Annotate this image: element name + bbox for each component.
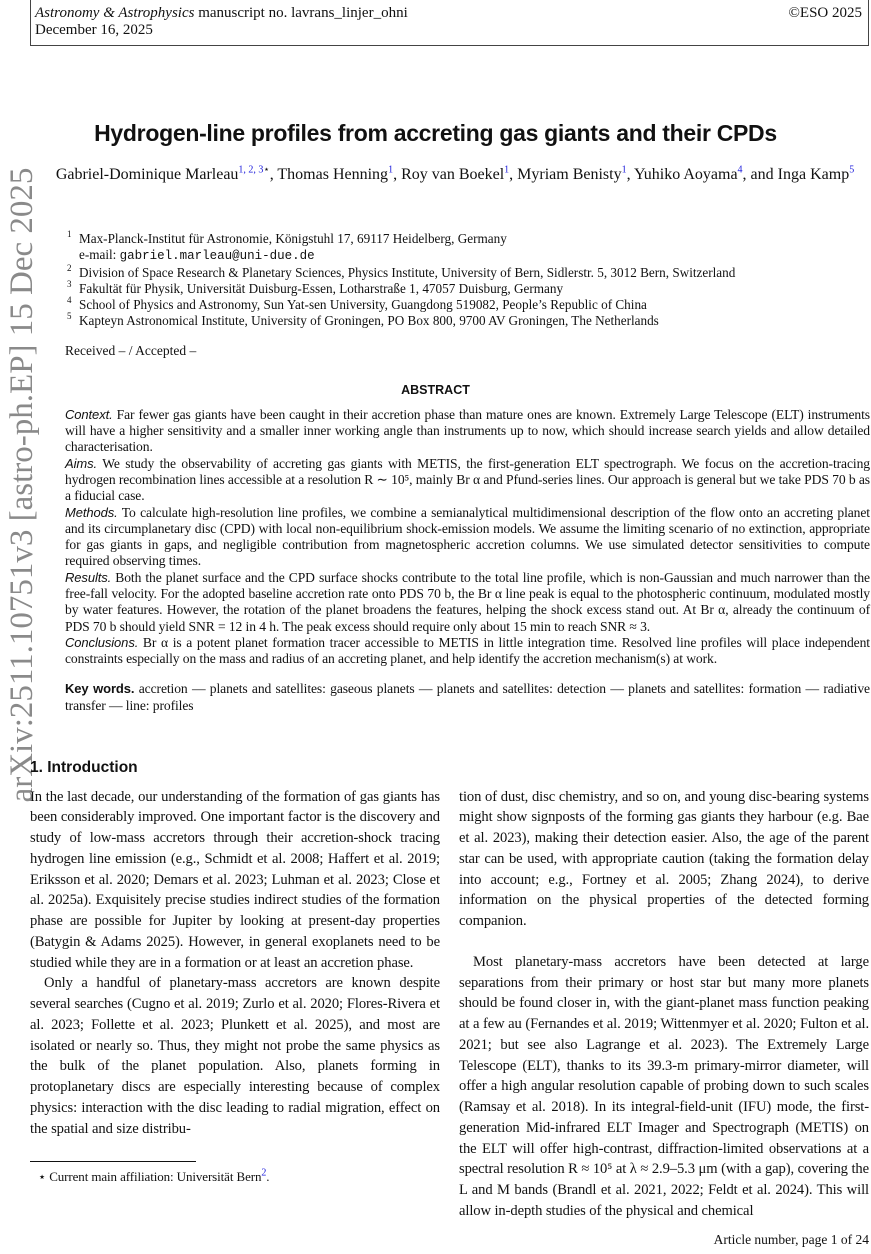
page-footer: Article number, page 1 of 24 — [713, 1231, 869, 1247]
and-word: , and — [742, 166, 774, 183]
journal-name: Astronomy & Astrophysics — [35, 5, 195, 21]
author-affiliation-link[interactable]: 1 — [388, 164, 394, 176]
paragraph: Most planetary-mass accretors have been detected at large separations from their primary or host star but many more planets should be found closer in, with the giant-planet mass function peaking at a few au (Fernandes et al. 2019; Wittenmyer et al. 2020; Fulton et al. 2021; but see also Lagrange et al. 2023). The Extremely Large Telescope (ELT), thanks to its 39.3-m primary-mirror diameter, will offer a high angular resolution capable of probing down to such scales (Ramsay et al. 2018). In its integral-field-unit (IFU) mode, the first-generation Mid-infrared ELT Imager and Spectrograph (METIS) on the ELT will offer high-contrast, diffraction-limited observations at a spectral resolution R ≈ 10⁵ at λ ≈ 2.9–5.3 μm (with a gap), covering the L and M bands (Brandl et al. 2021, 2022; Feldt et al. 2024). This will allow in-depth studies of the physical and chemical — [459, 953, 869, 1219]
author-list: Gabriel-Dominique Marleau$^{1, 2, 3⋆}$, Thomas Henning$^1$, Roy van Boekel$^1$, Myriam Benisty$^1$, Yuhiko Aoyama$^4$, and Inga Kamp$^5$ — [55, 164, 855, 183]
page-body-flow — [0, 231, 871, 1254]
abstract-heading: ABSTRACT — [401, 382, 470, 397]
section-heading-introduction: 1. Introduction — [30, 758, 138, 776]
paragraph: Only a handful of planetary-mass accretors are known despite several searches (Cugno et al. 2019; Zurlo et al. 2020; Flores-Rivera et al. 2023; Follette et al. 2023; Plunkett et al. 2025), and most are isolated or nearly so. Thus, they might not probe the same physics as the bulk of the planet population. Also, planets forming in protoplanetary discs are especially interesting because of complex physics: interaction with the disc leading to radial migration, effect on the spatial and size distribu- — [30, 975, 440, 1137]
author: Yuhiko Aoyama — [634, 166, 738, 183]
affiliation: 3 Fakultät für Physik, Universität Duisburg-Essen, Lotharstraße 1, 47057 Duisburg, Germany — [67, 278, 564, 296]
author-affiliation-link[interactable]: 1 — [504, 164, 510, 176]
affiliations — [65, 231, 865, 330]
affiliation: 4 School of Physics and Astronomy, Sun Yat-sen University, Guangdong 519082, People’s Republic of China — [67, 295, 647, 313]
footnote-divider — [30, 1161, 196, 1162]
paragraph: tion of dust, disc chemistry, and so on, and young disc-bearing systems might show signposts of the forming gas giants they harbour (e.g. Bae et al. 2023), making their detection easier. Also, the age of the parent star can be used, with appropriate caution (taking the formation delay into account; e.g., Fortney et al. 2005; Zhang 2024), to derive information on the physical properties of the detected forming companion. — [459, 788, 869, 930]
author-affiliation-link[interactable]: 1, 2, 3 — [238, 164, 264, 176]
abstract-context: Context. Far fewer gas giants have been caught in their accretion phase than mature ones are known. Extremely Large Telescope (ELT) instruments will have a higher sensitivity and a smaller inner working angle than instruments up to now, which should increase search yields and allow detailed characterisation. — [65, 406, 870, 455]
footnote: ⋆ Current main affiliation: Universität Bern$^2$. — [38, 1167, 270, 1185]
author: Roy van Boekel — [401, 166, 505, 183]
received-accepted: Received – / Accepted – — [65, 342, 197, 358]
author-affiliation-link[interactable]: 5 — [849, 164, 855, 176]
affiliation: 2 Division of Space Research & Planetary Sciences, Physics Institute, University of Bern, Sidlerstr. 5, 3012 Bern, Switzerland — [67, 262, 736, 280]
keywords: Key words. accretion — planets and satellites: gaseous planets — planets and satellites: detection — planets and satellites: formation — radiative transfer — line: profiles — [65, 680, 870, 713]
abstract-aims: Aims. We study the observability of accreting gas giants with METIS, the first-generation ELT spectrograph. We focus on the accretion-tracing hydrogen recombination lines accessible at a resolution R ∼ 10⁵, mainly Br α and Pfund-series lines. Our approach is general but we take PDS 70 b as a fiducial case. — [65, 455, 870, 504]
author: Inga Kamp — [777, 166, 850, 183]
left-column — [30, 787, 440, 1186]
abstract-results: Results. Both the planet surface and the CPD surface shocks contribute to the total line profile, which is non-Gaussian and much narrower than the free-fall velocity. For the adopted baseline accretion rate onto PDS 70 b, the Br α line peak is equal to the photospheric continuum, modulated mostly by water features. However, the rotation of the planet broadens the features, helping the shock excess stand out. At Br α, already the continuum of PDS 70 b should yield SNR = 12 in 4 h. The peak excess should require only about 15 min to reach SNR ≈ 3. — [65, 569, 870, 634]
running-header — [30, 0, 869, 46]
author-affiliation-link[interactable]: 1 — [621, 164, 627, 176]
right-column — [459, 787, 869, 1222]
author: Myriam Benisty — [517, 166, 622, 183]
arxiv-sidebar-stamp: arXiv:2511.10751v3 [astro-ph.EP] 15 Dec 2025 — [4, 167, 40, 803]
author-affiliation-link[interactable]: 4 — [737, 164, 743, 176]
email-link[interactable]: gabriel.marleau@uni-due.de — [119, 249, 315, 264]
abstract-methods: Methods. To calculate high-resolution line profiles, we combine a semianalytical multidimensional description of the flow onto an accreting planet and its circumplanetary disc (CPD) with local non-equilibrium shock-emission models. We assume the limiting scenario of no extinction, appropriate for gas giants in gaps, and negligible contribution from magnetospheric accretion columns. We use simulated detector sensitivities to compute required observing times. — [65, 504, 870, 569]
two-column-body — [30, 787, 870, 1222]
copyright: ©ESO 2025 — [788, 5, 862, 21]
affiliation: 5 Kapteyn Astronomical Institute, University of Groningen, PO Box 800, 9700 AV Groningen, The Netherlands — [67, 311, 659, 329]
email-line: e-mail: gabriel.marleau@uni-due.de — [79, 247, 315, 264]
author: Thomas Henning — [277, 166, 389, 183]
abstract-conclusions: Conclusions. Br α is a potent planet formation tracer accessible to METIS in little integration time. Resolved line profiles will place independent constraints especially on the mass and radius of an accreting planet, and help identify the accretion mechanism(s) at work. — [65, 634, 870, 667]
abstract — [65, 407, 870, 668]
header-date: December 16, 2025 — [35, 22, 153, 38]
author: Gabriel-Dominique Marleau — [55, 166, 239, 183]
corresponding-mark: ⋆ — [263, 164, 270, 176]
footnote-affiliation-link[interactable]: 2 — [261, 1167, 267, 1179]
paragraph: In the last decade, our understanding of the formation of gas giants has been considerably improved. One important factor is the discovery and study of low-mass accretors through their accretion-shock tracing hydrogen line emission (e.g., Schmidt et al. 2008; Haffert et al. 2019; Eriksson et al. 2020; Demars et al. 2023; Luhman et al. 2023; Close et al. 2025a). Exquisitely precise studies indirect studies of the formation phase are possible for Jupiter by looking at present-day properties (Batygin & Adams 2025). However, in general exoplanets need to be studied while they are in a formation or at least an accretion phase. — [30, 788, 440, 971]
manuscript-number: manuscript no. lavrans_linjer_ohni — [194, 5, 408, 21]
affiliation: 1 Max-Planck-Institut für Astronomie, Königstuhl 17, 69117 Heidelberg, Germany — [67, 229, 507, 246]
paper-title: Hydrogen-line profiles from accreting gas giants and their CPDs — [94, 120, 777, 146]
